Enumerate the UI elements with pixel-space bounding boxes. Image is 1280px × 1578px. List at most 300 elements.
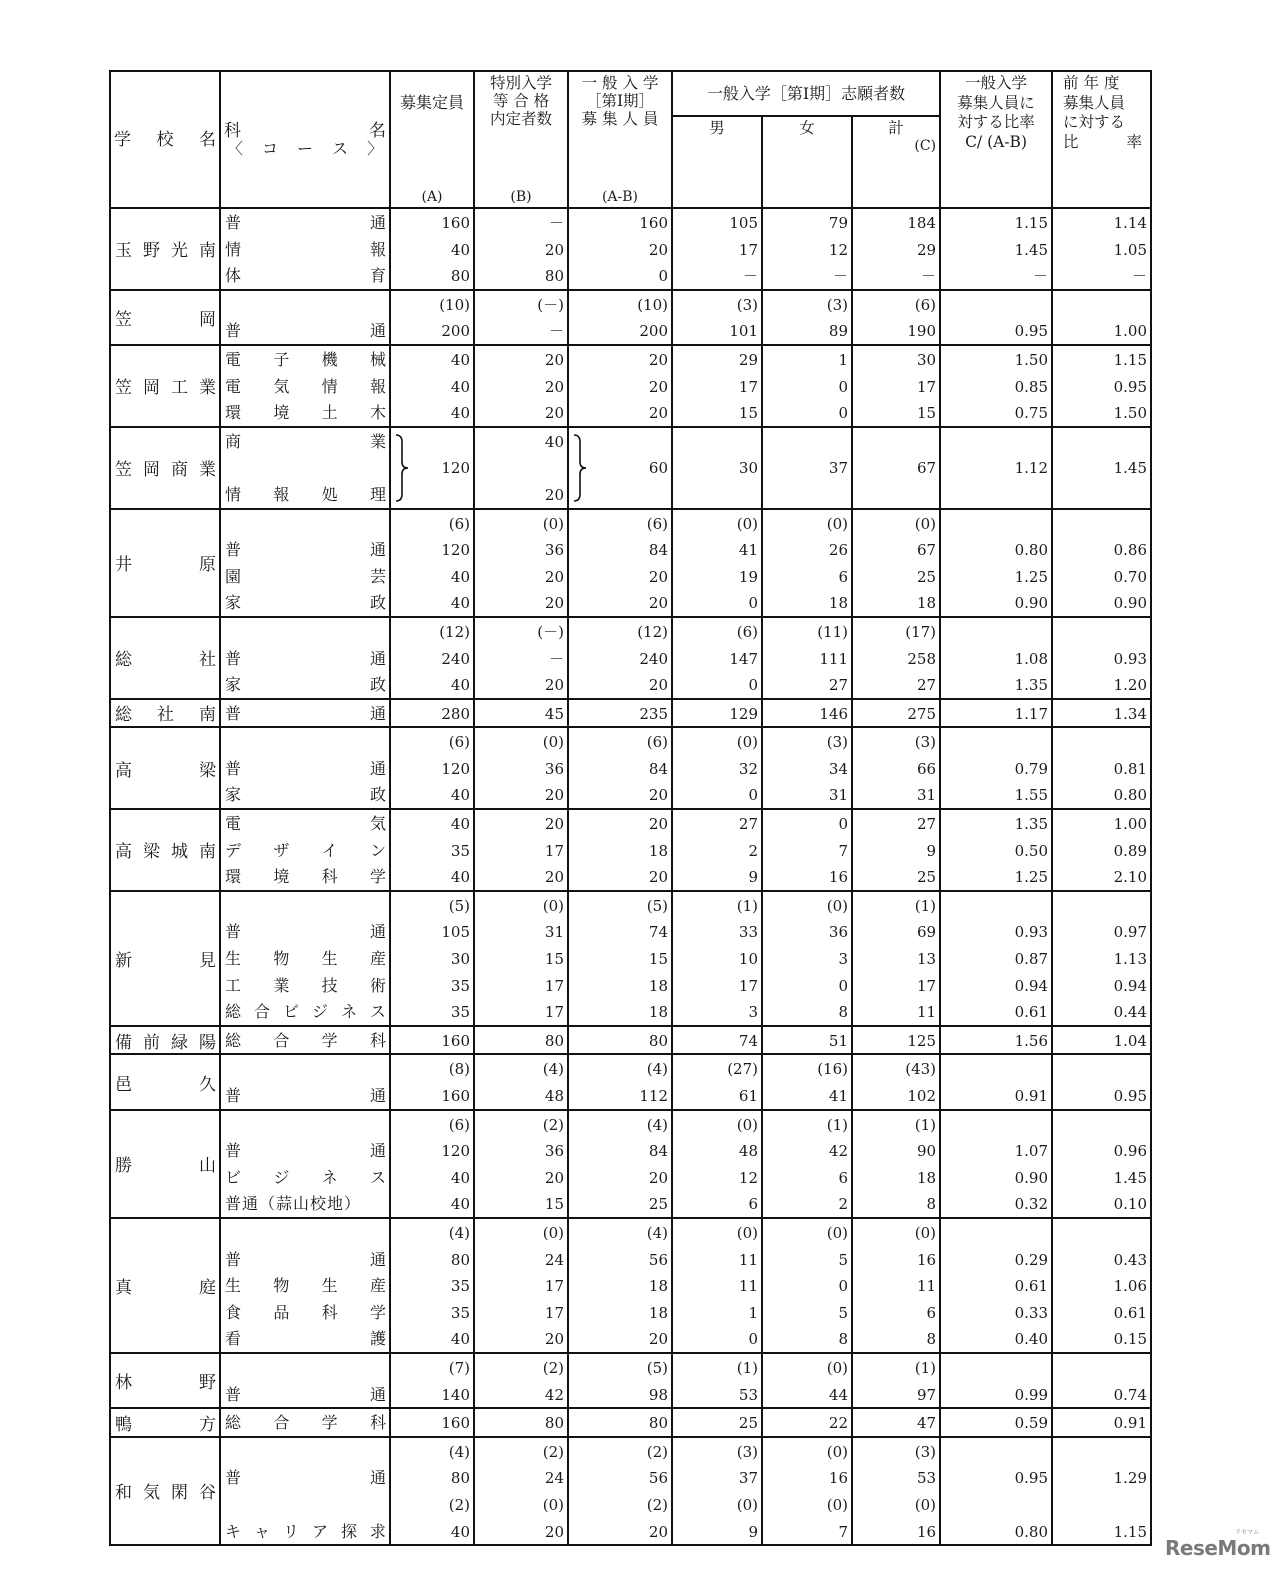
general-quota: (10) <box>637 295 668 314</box>
course-char: ネ <box>340 1002 357 1022</box>
male-applicants: 15 <box>738 404 758 423</box>
special-admission-cell <box>474 1110 568 1218</box>
female-applicants-cell <box>762 1437 852 1545</box>
course-char: 通 <box>369 922 386 942</box>
general-quota: 112 <box>639 1087 668 1105</box>
header-line: 一 般 入 学 <box>581 74 659 92</box>
school-name <box>111 946 219 971</box>
female-applicants: 44 <box>828 1385 848 1404</box>
capacity: (2) <box>448 1495 470 1514</box>
ratio-cell <box>940 809 1052 891</box>
school-name-cell <box>110 509 220 617</box>
ratio: 0.93 <box>1014 923 1049 942</box>
capacity-cell <box>390 1218 474 1353</box>
ratio-cell <box>940 427 1052 509</box>
ratio <box>941 1219 1051 1246</box>
special-admission-cell <box>474 427 568 509</box>
special-admission: 17 <box>544 1003 564 1022</box>
prev-ratio <box>1053 618 1150 645</box>
prev-ratio: 1.45 <box>1113 1168 1148 1187</box>
ratio: 0.94 <box>1014 976 1049 995</box>
applicants-table <box>109 70 1152 1546</box>
course-char: 通 <box>369 1141 386 1161</box>
male-applicants: 147 <box>729 649 758 668</box>
course-name <box>221 1409 389 1436</box>
capacity: 160 <box>441 1087 470 1105</box>
prev-ratio: 0.97 <box>1113 923 1148 942</box>
course-cell <box>220 617 390 699</box>
ratio: 0.79 <box>1014 759 1049 778</box>
male-applicants-cell <box>672 1054 762 1109</box>
capacity: (7) <box>448 1358 470 1377</box>
male-applicants: 0 <box>748 1330 758 1349</box>
prev-ratio: 0.94 <box>1113 976 1148 995</box>
course-char: ザ <box>273 840 290 860</box>
special-admission-cell <box>474 1408 568 1437</box>
general-quota: 56 <box>648 1250 668 1269</box>
prev-ratio: 1.04 <box>1113 1031 1148 1050</box>
header-line: 特別入学 <box>489 74 552 92</box>
course-cell <box>220 208 390 290</box>
course-char: 合 <box>273 1030 290 1050</box>
male-applicants: 6 <box>748 1195 758 1214</box>
capacity-cell <box>390 1437 474 1545</box>
female-applicants-cell <box>762 427 852 509</box>
general-quota: 18 <box>648 976 668 995</box>
special-admission: 15 <box>544 1195 564 1214</box>
capacity-cell <box>390 290 474 345</box>
spacer <box>673 481 761 508</box>
school-row <box>110 1437 1151 1545</box>
total-applicants-cell <box>852 809 940 891</box>
course-cell <box>220 891 390 1026</box>
prev-ratio: 0.80 <box>1113 786 1148 805</box>
ratio <box>941 510 1051 537</box>
school-name <box>111 455 219 480</box>
school-name-char: 真 <box>115 1277 132 1298</box>
course-cell <box>220 1218 390 1353</box>
male-applicants: 17 <box>738 976 758 995</box>
spacer <box>1053 481 1150 508</box>
course-char: 物 <box>273 949 290 969</box>
male-applicants: 61 <box>738 1087 758 1105</box>
general-quota: 20 <box>648 594 668 613</box>
prev-ratio: 1.45 <box>1113 459 1148 478</box>
school-name <box>111 550 219 575</box>
capacity: (8) <box>448 1060 470 1079</box>
female-applicants-cell <box>762 1054 852 1109</box>
general-quota: 18 <box>648 1303 668 1322</box>
male-applicants: 32 <box>738 759 758 778</box>
course-char: 普 <box>225 1141 242 1161</box>
course-name <box>221 1246 389 1273</box>
ratio <box>941 1111 1051 1138</box>
header-line: 対する比率 <box>957 113 1035 131</box>
course-name <box>221 945 389 972</box>
total-applicants: (0) <box>914 514 937 533</box>
course-cell <box>220 427 390 509</box>
general-quota-cell <box>568 1110 672 1218</box>
special-admission-cell <box>474 1026 568 1055</box>
school-name-char: 陽 <box>199 1032 216 1053</box>
male-applicants: 129 <box>729 704 758 723</box>
special-admission: 20 <box>544 240 564 259</box>
capacity: 35 <box>450 1003 470 1022</box>
course-char: ス <box>369 1002 386 1022</box>
total-applicants: 8 <box>926 1195 937 1214</box>
total-applicants: 258 <box>907 649 937 668</box>
capacity: (4) <box>448 1223 470 1242</box>
course-char: 家 <box>225 675 242 695</box>
male-applicants-cell <box>672 1026 762 1055</box>
capacity: 40 <box>450 868 470 887</box>
female-applicants-cell <box>762 891 852 1026</box>
male-applicants-cell <box>672 290 762 345</box>
capacity: 35 <box>450 841 470 860</box>
prev-ratio: 0.61 <box>1113 1303 1148 1322</box>
total-applicants: 47 <box>916 1414 937 1433</box>
total-applicants: 66 <box>916 759 937 778</box>
header-char: ー <box>296 138 313 158</box>
general-quota: 18 <box>648 1003 668 1022</box>
special-admission: 20 <box>544 1168 564 1187</box>
special-admission-cell <box>474 891 568 1026</box>
course-char: 護 <box>369 1329 386 1349</box>
special-admission: 17 <box>544 1303 564 1322</box>
capacity: (5) <box>448 896 470 915</box>
school-name <box>111 645 219 670</box>
special-admission-cell <box>474 809 568 891</box>
total-applicants: (43) <box>905 1060 937 1079</box>
school-name-char: 勝 <box>115 1156 132 1177</box>
male-applicants: (27) <box>727 1060 758 1079</box>
ratio: 1.25 <box>1014 868 1049 887</box>
course-char: 土 <box>321 403 338 423</box>
capacity: 40 <box>450 1168 470 1187</box>
school-name-char: 野 <box>143 241 160 262</box>
spacer <box>221 454 389 481</box>
header-char: 〈 <box>227 138 244 158</box>
general-quota: (2) <box>646 1495 668 1514</box>
ratio: 1.45 <box>1014 240 1049 259</box>
course-char: ビ <box>225 1167 242 1187</box>
course-char: 普 <box>225 922 242 942</box>
total-applicants: 97 <box>916 1385 937 1404</box>
capacity: 40 <box>450 1330 470 1349</box>
school-name-char: 光 <box>171 241 188 262</box>
course-char: 境 <box>273 867 290 887</box>
capacity: 35 <box>450 976 470 995</box>
course-char: キ <box>225 1521 242 1541</box>
course-name <box>221 1299 389 1326</box>
header-ratio <box>940 71 1052 208</box>
school-name <box>111 1070 219 1095</box>
course-name <box>221 373 389 400</box>
table-header <box>110 71 1151 208</box>
total-applicants: 8 <box>926 1330 937 1349</box>
spacer <box>1053 428 1150 455</box>
special-admission: 80 <box>544 1414 564 1433</box>
header-female: 女 <box>762 116 852 208</box>
course-char: 通 <box>369 540 386 560</box>
general-quota-cell <box>568 1218 672 1353</box>
course-name <box>221 863 389 890</box>
female-applicants: 7 <box>838 841 848 860</box>
course-char: 政 <box>369 675 386 695</box>
course-char: 通 <box>369 1384 386 1404</box>
male-applicants: 9 <box>748 868 758 887</box>
ratio-cell <box>940 1218 1052 1353</box>
school-name-char: 前 <box>143 1032 160 1053</box>
course-name <box>221 481 389 508</box>
spacer <box>853 481 939 508</box>
spacer <box>853 428 939 455</box>
school-name-char: 南 <box>199 705 216 726</box>
female-applicants: (0) <box>826 1223 848 1242</box>
male-applicants: (1) <box>736 1358 758 1377</box>
school-row <box>110 427 1151 509</box>
school-name-cell <box>110 699 220 728</box>
course-char: 電 <box>225 349 242 369</box>
course-name <box>221 1111 389 1138</box>
capacity: 40 <box>450 786 470 805</box>
spacer <box>941 428 1051 455</box>
special-admission-cell <box>474 1054 568 1109</box>
female-applicants: 36 <box>828 923 848 942</box>
capacity-cell <box>390 809 474 891</box>
female-applicants: 41 <box>828 1087 848 1105</box>
general-quota: 160 <box>639 214 668 232</box>
course-cell <box>220 727 390 809</box>
course-char: リ <box>282 1521 299 1541</box>
school-name-char: 岡 <box>143 460 160 481</box>
school-row <box>110 1110 1151 1218</box>
general-quota: 20 <box>648 404 668 423</box>
special-admission-cell <box>474 1353 568 1408</box>
special-admission: 42 <box>544 1385 564 1404</box>
prev-ratio: 0.70 <box>1113 567 1148 586</box>
course-char: 生 <box>225 1276 242 1296</box>
prev-ratio: 0.96 <box>1113 1142 1148 1161</box>
school-name-char: 谷 <box>199 1483 216 1504</box>
ratio: 0.59 <box>1014 1414 1049 1433</box>
prev-ratio-cell <box>1052 727 1151 809</box>
school-row <box>110 1353 1151 1408</box>
course-name <box>221 536 389 563</box>
general-quota-cell <box>568 1026 672 1055</box>
course-cell <box>220 809 390 891</box>
ratio: 0.61 <box>1014 1277 1049 1296</box>
header-applicants-group: 一般入学［第Ⅰ期］志願者数 <box>672 71 940 116</box>
school-name-cell <box>110 290 220 345</box>
course-char: 通 <box>369 648 386 668</box>
male-applicants: 9 <box>748 1522 758 1541</box>
total-applicants-cell <box>852 208 940 290</box>
general-quota: 84 <box>648 1142 668 1161</box>
school-name-char: 笠 <box>115 378 132 399</box>
header-special-admission: 特別入学 等 合 格 内定者数 (B) <box>474 71 568 208</box>
total-applicants: (3) <box>914 733 937 752</box>
capacity: (10) <box>439 295 470 314</box>
course-char: 普 <box>225 1468 242 1488</box>
total-applicants: 16 <box>916 1522 937 1541</box>
course-char: 技 <box>321 975 338 995</box>
ratio-cell <box>940 1408 1052 1437</box>
course-char: 通 <box>369 703 386 723</box>
female-applicants-cell <box>762 1110 852 1218</box>
school-row <box>110 727 1151 809</box>
general-quota: 18 <box>648 841 668 860</box>
course-name <box>221 1219 389 1246</box>
course-name <box>221 671 389 698</box>
course-cell <box>220 1110 390 1218</box>
special-admission: 20 <box>544 1330 564 1349</box>
course-cell <box>220 1353 390 1408</box>
course-char: ジ <box>311 1002 328 1022</box>
female-applicants-cell <box>762 727 852 809</box>
female-applicants: 42 <box>828 1142 848 1161</box>
course-cell <box>220 1408 390 1437</box>
course-char: 普 <box>225 648 242 668</box>
header-char: 名 <box>369 120 386 141</box>
general-quota: 20 <box>648 815 668 834</box>
course-char: 普 <box>225 213 242 232</box>
total-applicants: 275 <box>907 704 937 723</box>
course-char: 学 <box>369 1302 386 1322</box>
female-applicants: 0 <box>838 377 848 396</box>
school-name-char: 和 <box>115 1483 132 1504</box>
school-row <box>110 1218 1151 1353</box>
prev-ratio: 1.00 <box>1113 815 1148 834</box>
course-char: 通 <box>369 1468 386 1488</box>
general-quota-cell <box>568 727 672 809</box>
female-applicants: (1) <box>826 1115 848 1134</box>
ratio: 0.91 <box>1014 1087 1049 1105</box>
capacity: 80 <box>450 267 470 286</box>
ratio-cell <box>940 1054 1052 1109</box>
header-char: ス <box>331 138 348 158</box>
capacity: 160 <box>441 1414 470 1433</box>
course-char: 学 <box>369 867 386 887</box>
capacity: 40 <box>450 377 470 396</box>
general-quota: 20 <box>648 868 668 887</box>
course-char: 科 <box>321 867 338 887</box>
prev-ratio: 1.14 <box>1113 214 1148 232</box>
female-applicants: 2 <box>838 1195 848 1214</box>
course-name <box>221 1027 389 1054</box>
course-name <box>221 1464 389 1491</box>
school-name <box>111 1478 219 1503</box>
female-applicants: 0 <box>838 815 848 834</box>
prev-ratio: 0.86 <box>1113 541 1148 560</box>
male-applicants: 105 <box>729 214 758 232</box>
general-quota-cell <box>568 891 672 1026</box>
capacity: 120 <box>441 759 470 778</box>
ratio: 1.17 <box>1014 704 1049 723</box>
total-applicants: (6) <box>914 295 937 314</box>
capacity: 80 <box>450 1469 470 1488</box>
course-char: 通 <box>369 758 386 778</box>
total-applicants: 6 <box>926 1303 937 1322</box>
special-admission-cell <box>474 509 568 617</box>
brace-icon <box>395 434 409 502</box>
school-name-char: 原 <box>199 555 216 576</box>
school-name-char: 岡 <box>199 309 216 330</box>
ratio-cell <box>940 1353 1052 1408</box>
ratio: 0.32 <box>1014 1195 1049 1214</box>
course-char: ン <box>369 840 386 860</box>
male-applicants: 25 <box>738 1414 758 1433</box>
school-name-char: 備 <box>115 1032 132 1053</box>
female-applicants-cell <box>762 290 852 345</box>
general-quota: 98 <box>648 1385 668 1404</box>
prev-ratio: 0.93 <box>1113 649 1148 668</box>
school-name-cell <box>110 1054 220 1109</box>
course-name <box>221 781 389 808</box>
school-name-char: 高 <box>115 760 132 781</box>
prev-ratio <box>1053 510 1150 537</box>
course-char: 普 <box>225 758 242 778</box>
school-row <box>110 345 1151 427</box>
general-quota-cell <box>568 345 672 427</box>
school-row <box>110 891 1151 1026</box>
school-name-cell <box>110 617 220 699</box>
school-name <box>111 1151 219 1176</box>
total-applicants-cell <box>852 1353 940 1408</box>
female-applicants: 7 <box>838 1522 848 1541</box>
capacity: 120 <box>441 459 470 478</box>
course-char: 通 <box>369 213 386 232</box>
general-quota: 74 <box>648 923 668 942</box>
capacity: 160 <box>441 1031 470 1050</box>
course-char: 家 <box>225 785 242 805</box>
course-char: 普 <box>225 1249 242 1269</box>
capacity: 280 <box>441 704 470 723</box>
female-applicants: 22 <box>828 1414 848 1433</box>
general-quota: 20 <box>648 1168 668 1187</box>
male-applicants-cell <box>672 891 762 1026</box>
female-applicants: (3) <box>826 295 848 314</box>
school-name-cell <box>110 727 220 809</box>
general-quota: 84 <box>648 759 668 778</box>
male-applicants: 1 <box>748 1303 758 1322</box>
header-char: 校 <box>156 129 174 150</box>
female-applicants-cell <box>762 699 852 728</box>
capacity: 160 <box>441 214 470 232</box>
course-char: 産 <box>369 1276 386 1296</box>
ratio-cell <box>940 509 1052 617</box>
general-quota: 15 <box>648 950 668 969</box>
female-applicants: 37 <box>828 459 848 478</box>
prev-ratio-cell <box>1052 427 1151 509</box>
course-char: 求 <box>369 1521 386 1541</box>
capacity: 40 <box>450 676 470 695</box>
header-line: 内定者数 <box>489 110 552 128</box>
ratio: 0.85 <box>1014 377 1049 396</box>
ratio <box>941 1438 1051 1465</box>
capacity: 35 <box>450 1277 470 1296</box>
prev-ratio: 1.15 <box>1113 1522 1148 1541</box>
course-char: 理 <box>369 484 386 504</box>
prev-ratio: 1.06 <box>1113 1277 1148 1296</box>
capacity: (6) <box>448 1115 470 1134</box>
special-admission: 36 <box>544 759 564 778</box>
course-name <box>221 998 389 1025</box>
general-quota: 20 <box>648 377 668 396</box>
course-char: 通 <box>369 1249 386 1269</box>
course-char: 気 <box>369 814 386 834</box>
prev-ratio <box>1053 1111 1150 1138</box>
